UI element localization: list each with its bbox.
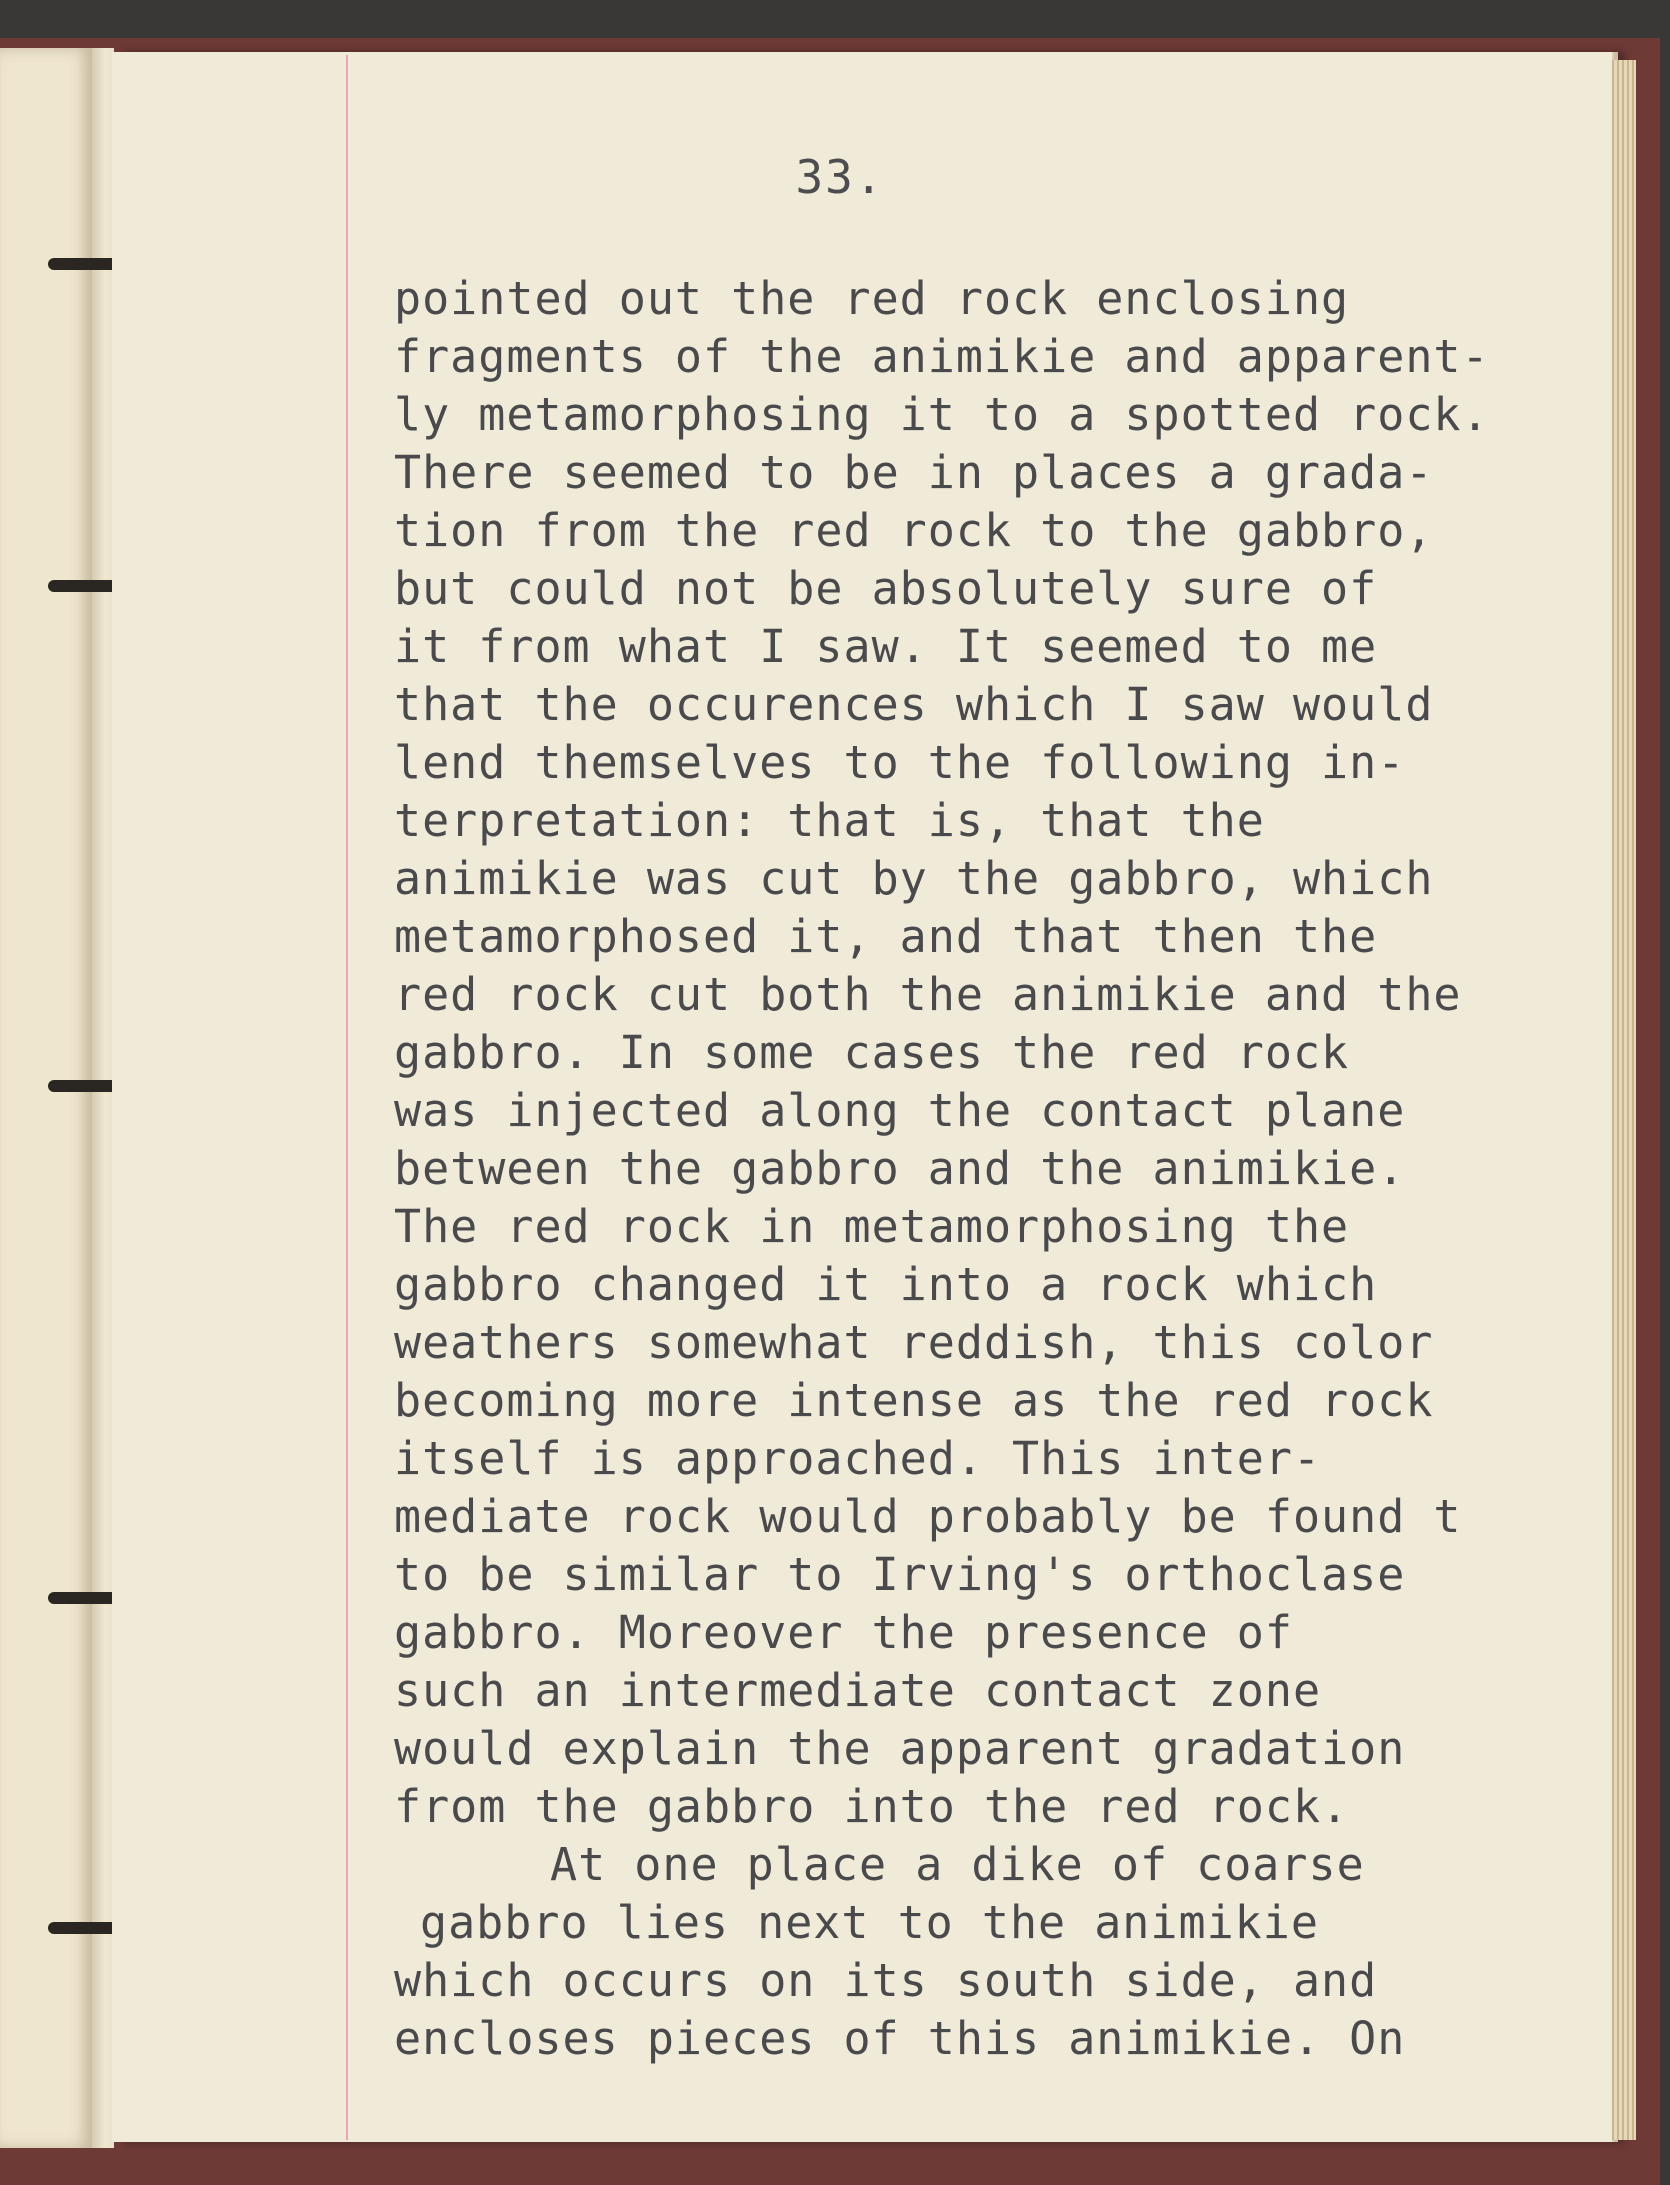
text-line: lend themselves to the following in- <box>394 736 1406 789</box>
text-line: which occurs on its south side, and <box>394 1954 1378 2007</box>
text-line: but could not be absolutely sure of <box>394 562 1378 615</box>
text-line: encloses pieces of this animikie. On <box>394 2012 1406 2065</box>
text-line: from the gabbro into the red rock. <box>394 1780 1350 1833</box>
binder-ring <box>48 258 118 270</box>
text-line: gabbro. Moreover the presence of <box>394 1606 1293 1659</box>
text-line: tion from the red rock to the gabbro, <box>394 504 1434 557</box>
text-line-paragraph-start: At one place a dike of coarse <box>550 1838 1365 1891</box>
text-line: gabbro. In some cases the red rock <box>394 1026 1350 1079</box>
text-line: it from what I saw. It seemed to me <box>394 620 1378 673</box>
left-page <box>0 48 92 2148</box>
text-line: ly metamorphosing it to a spotted rock. <box>394 388 1490 441</box>
text-line: fragments of the animikie and apparent- <box>394 330 1490 383</box>
text-line: terpretation: that is, that the <box>394 794 1265 847</box>
text-line: was injected along the contact plane <box>394 1084 1406 1137</box>
margin-rule <box>346 55 348 2140</box>
text-line: becoming more intense as the red rock <box>394 1374 1434 1427</box>
text-line: between the gabbro and the animikie. <box>394 1142 1406 1195</box>
text-line: to be similar to Irving's orthoclase <box>394 1548 1406 1601</box>
text-line: pointed out the red rock enclosing <box>394 272 1350 325</box>
text-line: that the occurences which I saw would <box>394 678 1434 731</box>
binder-ring <box>48 1922 118 1934</box>
text-line: such an intermediate contact zone <box>394 1664 1322 1717</box>
text-line: itself is approached. This inter- <box>394 1432 1322 1485</box>
binder-ring <box>48 1080 118 1092</box>
text-line: metamorphosed it, and that then the <box>394 910 1378 963</box>
page-number: 33. <box>795 150 885 204</box>
binder-ring <box>48 580 118 592</box>
text-line: There seemed to be in places a grada- <box>394 446 1434 499</box>
text-line: would explain the apparent gradation <box>394 1722 1406 1775</box>
binding-gutter <box>92 48 114 2148</box>
text-line: gabbro lies next to the animikie <box>420 1896 1319 1949</box>
text-line: animikie was cut by the gabbro, which <box>394 852 1434 905</box>
text-line: The red rock in metamorphosing the <box>394 1200 1350 1253</box>
text-line: weathers somewhat reddish, this color <box>394 1316 1434 1369</box>
text-line: red rock cut both the animikie and the <box>394 968 1462 1021</box>
page-stack-edge <box>1612 60 1636 2140</box>
typed-text-body <box>394 270 1554 2068</box>
text-line: mediate rock would probably be found t <box>394 1490 1462 1543</box>
binder-ring <box>48 1592 118 1604</box>
text-line: gabbro changed it into a rock which <box>394 1258 1378 1311</box>
